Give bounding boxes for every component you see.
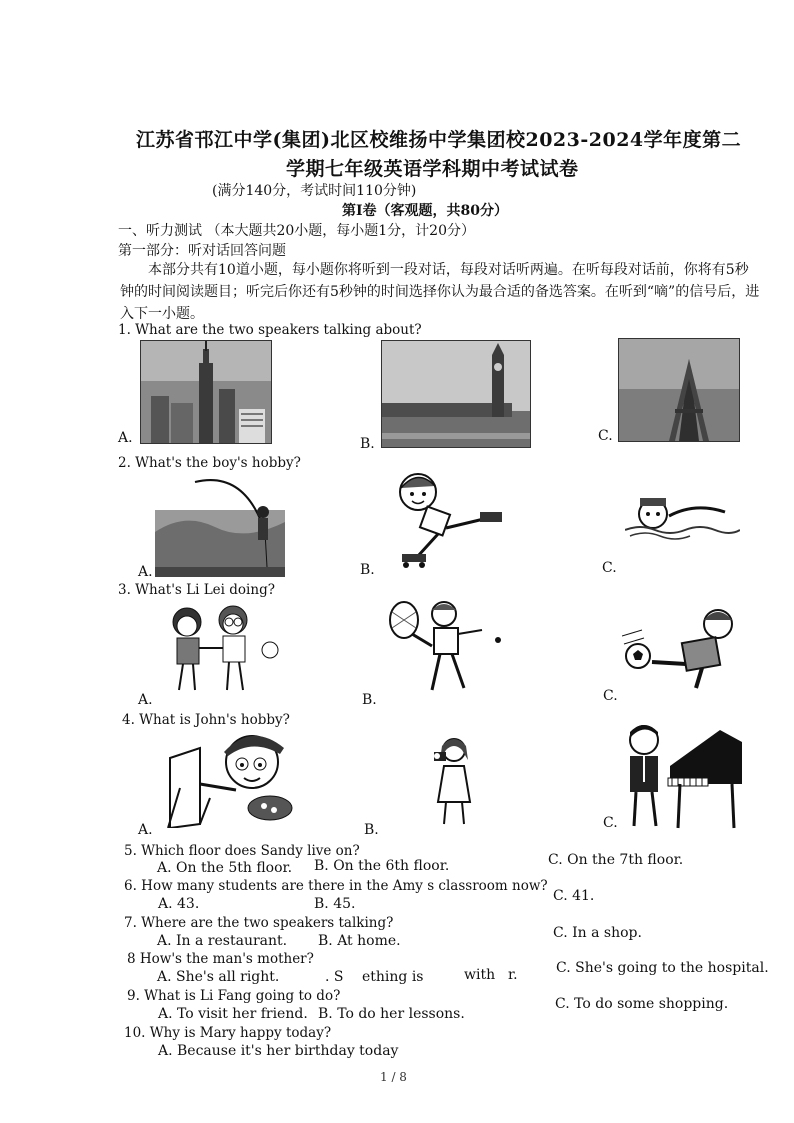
q8-option-b-part-4: r. [508,967,518,983]
eiffel-tower-photo [618,338,740,442]
q2-option-a-label: A. [138,564,153,580]
title-line-2: 学期七年级英语学科期中考试试卷 [286,158,579,180]
q4-option-b-label: B. [364,822,379,838]
question-6-stem: 6. How many students are there in the Amy s classroom now? [124,878,548,894]
painting-boy-picture [160,728,300,828]
q1-option-a-label: A. [118,430,133,446]
q5-option-c: C. On the 7th floor. [548,852,684,868]
q8-option-b-part-2: ething is [362,969,424,985]
q3-option-a-label: A. [138,692,153,708]
q8-option-a: A. She's all right. [157,969,280,985]
volume-heading: 第Ⅰ卷（客观题，共80分） [342,203,509,219]
question-9-stem: 9. What is Li Fang going to do? [127,988,341,1004]
q5-option-a: A. On the 5th floor. [157,860,293,876]
question-7-stem: 7. Where are the two speakers talking? [124,915,394,931]
tennis-player-picture [388,600,508,696]
q5-option-b: B. On the 6th floor. [314,858,450,874]
page-number: 1 / 8 [380,1070,407,1084]
photographer-girl-picture [428,736,478,828]
question-4-stem: 4. What is John's hobby? [122,712,290,728]
swimming-boy-picture [625,490,740,540]
exam-info: (满分140分，考试时间110分钟) [212,183,417,199]
instructions-paragraph: 本部分共有10道小题，每小题你将听到一段对话，每段对话听两遍。在听每段对话前，你将有5秒钟的时间阅读题目；听完后你还有5秒钟的时间选择你认为最合适的备选答案。在听到“嘀”的信号后，进入下一小题。 [120,262,760,322]
q7-option-b: B. At home. [318,933,401,949]
question-8-stem: 8 How's the man's mother? [127,951,314,967]
roller-skating-boy-picture [388,468,508,568]
question-2-stem: 2. What's the boy's hobby? [118,455,301,471]
fishing-picture [155,472,285,577]
q8-option-b-part-3: with [464,967,496,983]
big-ben-photo [381,340,531,448]
question-5-stem: 5. Which floor does Sandy live on? [124,843,360,859]
q7-option-c: C. In a shop. [553,925,642,941]
q9-option-b: B. To do her lessons. [318,1006,465,1022]
q6-option-b: B. 45. [314,896,356,912]
question-1-stem: 1. What are the two speakers talking about? [118,322,422,338]
q2-option-c-label: C. [602,560,617,576]
city-skyline-photo [140,340,272,444]
q3-option-c-label: C. [603,688,618,704]
q9-option-a: A. To visit her friend. [158,1006,308,1022]
question-10-stem: 10. Why is Mary happy today? [124,1025,332,1041]
q3-option-b-label: B. [362,692,377,708]
q8-option-b-part-1: . S [325,969,344,985]
q6-option-c: C. 41. [553,888,595,904]
q1-option-b-label: B. [360,436,375,452]
title-line-1: 江苏省邗江中学(集团)北区校维扬中学集团校2023-2024学年度第二 [136,129,742,151]
q4-option-c-label: C. [603,815,618,831]
q2-option-b-label: B. [360,562,375,578]
q8-option-c: C. She's going to the hospital. [556,960,769,976]
q1-option-c-label: C. [598,428,613,444]
football-boy-picture [622,600,744,692]
section-heading: 一、听力测试 （本大题共20小题，每小题1分，计20分） [118,223,475,239]
piano-player-picture [620,722,745,830]
question-3-stem: 3. What's Li Lei doing? [118,582,275,598]
q7-option-a: A. In a restaurant. [157,933,288,949]
q4-option-a-label: A. [138,822,153,838]
q6-option-a: A. 43. [158,896,200,912]
two-kids-picture [165,600,285,695]
q10-option-a: A. Because it's her birthday today [158,1043,399,1059]
part-heading: 第一部分：听对话回答问题 [118,243,286,259]
q9-option-c: C. To do some shopping. [555,996,729,1012]
